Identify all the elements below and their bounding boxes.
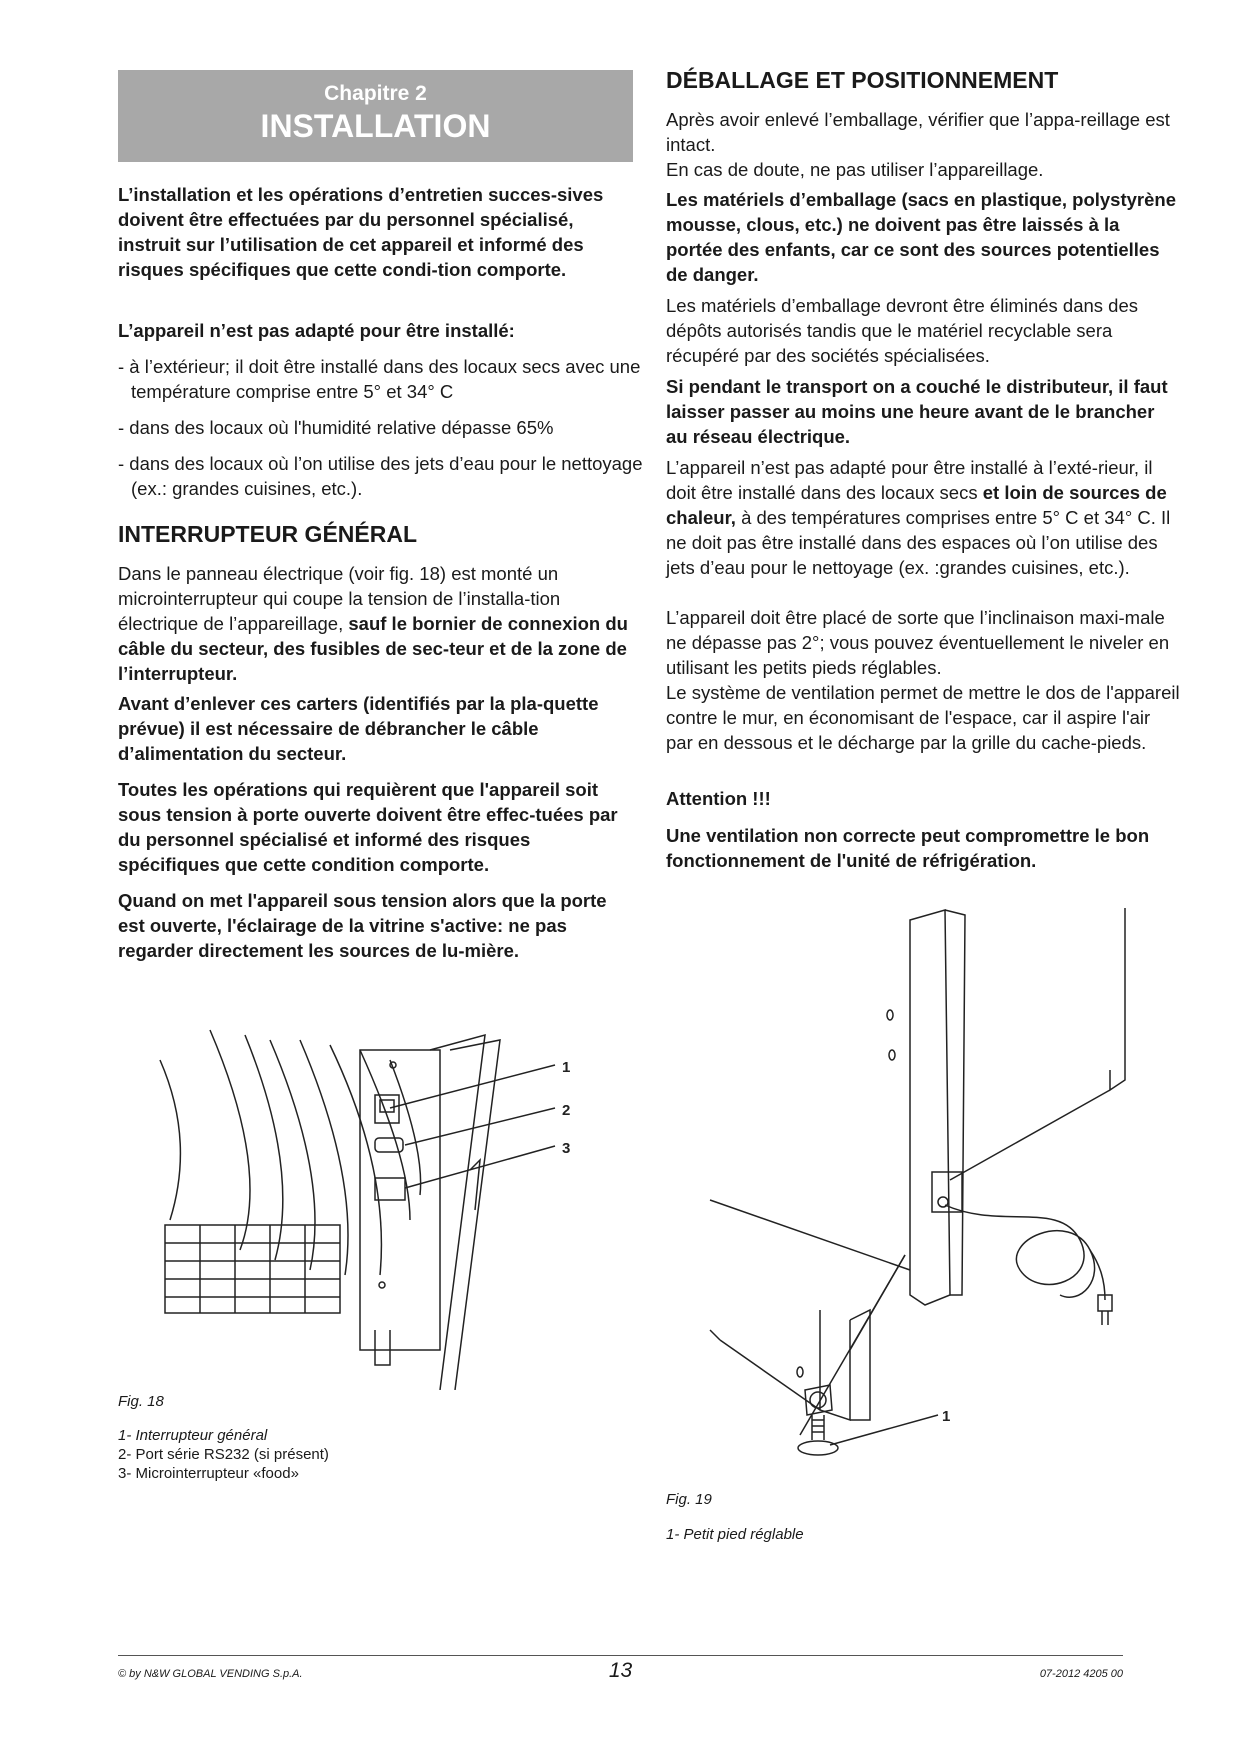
paragraph-packaging-disposal: Les matériels d’emballage devront être éliminés dans des dépôts autorisés tandis que le matériel recyclable sera récupéré par des sociétés spécialisées.: [666, 295, 1139, 366]
paragraph-install-location-a: L’appareil n’est pas adapté pour être installé à l’exté-rieur, il doit être installé dans des locaux secs: [666, 457, 1153, 503]
bullet-water-jets: - dans des locaux où l’on utilise des jets d’eau pour le nettoyage (ex.: grandes cuisines, etc.).: [118, 453, 643, 499]
paragraph-check-intact: Après avoir enlevé l’emballage, vérifier que l’appa-reillage est intact.: [666, 109, 1170, 155]
paragraph-lighting-warning: Quand on met l'appareil sous tension alors que la porte est ouverte, l'éclairage de la vitrine s'active: ne pas regarder directement les sources de lu-mière.: [118, 890, 607, 961]
fig18-callout-3: 3: [562, 1140, 571, 1157]
paragraph-install-location-b: et loin de sources de chaleur,: [666, 482, 1167, 528]
fig18-legend-1: 1- Interrupteur général: [118, 1427, 268, 1444]
paragraph-ventilation-warning: Une ventilation non correcte peut compromettre le bon fonctionnement de l'unité de réfrigération.: [666, 825, 1150, 871]
fig18-callout-2: 2: [562, 1102, 571, 1119]
paragraph-packaging-children: Les matériels d’emballage (sacs en plastique, polystyrène mousse, clous, etc.) ne doivent pas être laissés à la portée des enfants, car ce sont des sources potentielles de danger.: [666, 189, 1176, 285]
fig18-callout-1: 1: [562, 1059, 571, 1076]
fig19-legend-1: 1- Petit pied réglable: [666, 1526, 804, 1543]
figure-18-illustration: [150, 1020, 610, 1390]
paragraph-electrical-panel-normal: Dans le panneau électrique (voir fig. 18) est monté un microinterrupteur qui coupe la tension de l’installa-tion électrique de l’appareillage,: [118, 563, 561, 634]
paragraph-install-location: [666, 455, 1181, 580]
bullet-outdoor: - à l’extérieur; il doit être installé dans des locaux secs avec une température comprise entre 5° et 34° C: [118, 356, 641, 402]
paragraph-inclination: L’appareil doit être placé de sorte que l’inclinaison maxi-male ne dépasse pas 2°; vous pouvez éventuellement le niveler en utilisant les petits pieds réglables.: [666, 607, 1170, 678]
paragraph-transport-wait: Si pendant le transport on a couché le distributeur, il faut laisser passer au moins une heure avant de le brancher au réseau électrique.: [666, 376, 1168, 447]
chapter-number: Chapitre 2: [324, 82, 427, 105]
chapter-header: [118, 70, 633, 162]
paragraph-live-operations: Toutes les opérations qui requièrent que l'appareil soit sous tension à porte ouverte doivent être effec-tuées par du personnel spécialisé et informé des risques spécifiques que cette condition comporte.: [118, 779, 618, 875]
paragraph-ventilation: Le système de ventilation permet de mettre le dos de l'appareil contre le mur, en économisant de l'espace, car il aspire l'air par en dessous et le décharge par la grille du cache-pieds.: [666, 682, 1180, 753]
footer-page-number: 13: [608, 1659, 633, 1682]
footer-copyright: © by N&W GLOBAL VENDING S.p.A.: [118, 1668, 303, 1680]
paragraph-electrical-panel: [118, 561, 633, 686]
attention-label: Attention !!!: [666, 788, 771, 809]
fig18-legend-3: 3- Microinterrupteur «food»: [118, 1465, 299, 1482]
section-title-interrupteur: INTERRUPTEUR GÉNÉRAL: [118, 521, 418, 547]
paragraph-in-doubt: En cas de doute, ne pas utiliser l’appareillage.: [666, 159, 1044, 180]
figure-19-illustration: [700, 900, 1160, 1480]
intro-paragraph: L’installation et les opérations d’entretien succes-sives doivent être effectuées par du personnel spécialisé, instruit sur l’utilisation de cet appareil et informé des risques spécifiques que cette condi-tion comporte.: [118, 184, 604, 280]
not-suitable-heading: L’appareil n’est pas adapté pour être installé:: [118, 320, 515, 341]
fig19-callout-1: 1: [942, 1408, 951, 1425]
page-footer: [118, 1655, 1123, 1682]
bullet-humidity: - dans des locaux où l'humidité relative dépasse 65%: [118, 417, 554, 438]
figure-19-caption: Fig. 19: [666, 1491, 712, 1508]
footer-document-code: 07-2012 4205 00: [1039, 1668, 1123, 1680]
paragraph-install-location-c: à des températures comprises entre 5° C et 34° C. Il ne doit pas être installé dans des espaces où l’on utilise des jets d’eau pour le nettoyage (ex. :grandes cuisines, etc.).: [666, 507, 1171, 578]
figure-18-caption: Fig. 18: [118, 1393, 164, 1410]
paragraph-electrical-panel-bold: sauf le bornier de connexion du câble du secteur, des fusibles de sec-teur et de la zone de l’interrupteur.: [118, 613, 628, 684]
paragraph-before-removing: Avant d’enlever ces carters (identifiés par la pla-quette prévue) il est nécessaire de débrancher le câble d’alimentation du secteur.: [118, 693, 599, 764]
fig18-legend-2: 2- Port série RS232 (si présent): [118, 1446, 329, 1463]
chapter-title: INSTALLATION: [260, 108, 491, 144]
section-title-deballage: DÉBALLAGE ET POSITIONNEMENT: [666, 67, 1059, 93]
